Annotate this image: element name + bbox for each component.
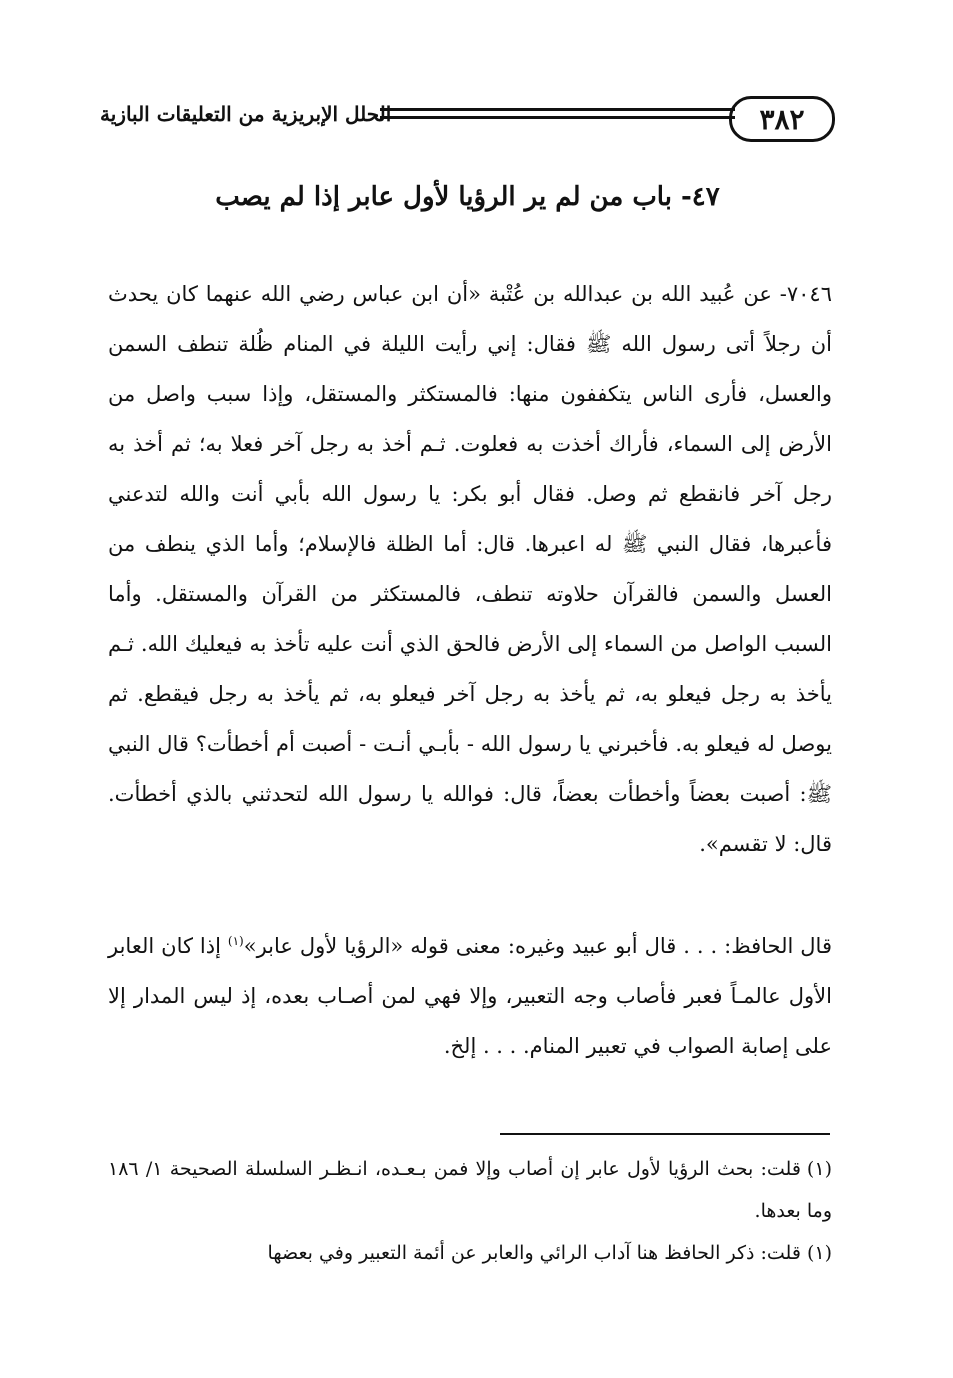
footnotes [108, 1148, 832, 1274]
footnote-number: (١) [806, 1242, 832, 1264]
hafiz-note-before: قال الحافظ: . . . قال أبو عبيد وغيره: معنى قوله «الرؤيا لأول عابر» [243, 934, 832, 958]
chapter-title: ٤٧- باب من لم ير الرؤيا لأول عابر إذا لم يصب [215, 182, 720, 212]
page-number: ٣٨٢ [729, 96, 835, 142]
hafiz-note-after: إذا كان العابر الأول عالمـاً فعبر فأصاب وجه التعبير، وإلا فهي لمن أصـاب بعده، إذ ليس المدار إلا على إصابة الصواب في تعبير المنام. . . . إلخ. [108, 934, 832, 1058]
footnote-number: (١) [806, 1158, 832, 1180]
footnote-separator [500, 1133, 830, 1135]
footnote-item [108, 1232, 832, 1274]
header-rule [380, 108, 735, 111]
hafiz-note [108, 921, 832, 1071]
header-rule-second [380, 116, 735, 119]
footnote-text: قلت: بحث الرؤيا لأول عابر إن أصاب وإلا فمن بـعـده، انـظـر السلسلة الصحيحة ١/ ١٨٦ وما بعدها. [108, 1158, 832, 1222]
running-header [100, 92, 835, 144]
footnote-item [108, 1148, 832, 1232]
footnote-marker: (١) [227, 934, 244, 948]
hadith-text: ٧٠٤٦- عن عُبيد الله بن عبدالله بن عُتْبة «أن ابن عباس رضي الله عنهما كان يحدث أن رجلاً أتى رسول الله ﷺ فقال: إني رأيت الليلة في المنام ظُلة تنطف السمن والعسل، فأرى الناس يتكففون منها: فالمستكثر والمستقل، وإذا سبب واصل من الأرض إلى السماء، فأراك أخذت به فعلوت. ثـم أخذ به رجل آخر فعلا به؛ ثم أخذ به رجل آخر فانقطع ثم وصل. فقال أبو بكر: يا رسول الله بأبي أنت والله لتدعني فأعبرها، فقال النبي ﷺ له اعبرها. قال: أما الظلة فالإسلام؛ وأما الذي ينطف من العسل والسمن فالقرآن حلاوته تنطف، فالمستكثر من القرآن والمستقل. وأما السبب الواصل من السماء إلى الأرض فالحق الذي أنت عليه تأخذ به فيعليك الله. ثـم يأخذ به رجل فيعلو به، ثم يأخذ به رجل آخر فيعلو به، ثم يأخذ به رجل فيقطع. ثم يوصل له فيعلو به. فأخبرني يا رسول الله - بأبـي أنـت - أصبت أم أخطأت؟ قال النبي ﷺ: أصبت بعضاً وأخطأت بعضاً، قال: فوالله يا رسول الله لتحدثني بالذي أخطأت. قال: لا تقسم». [108, 282, 832, 856]
book-title: الحلل الإبريزية من التعليقات البازية [100, 102, 392, 126]
footnote-text: قلت: ذكر الحافظ هنا آداب الرائي والعابر عن أئمة التعبير وفي بعضها [267, 1242, 801, 1264]
